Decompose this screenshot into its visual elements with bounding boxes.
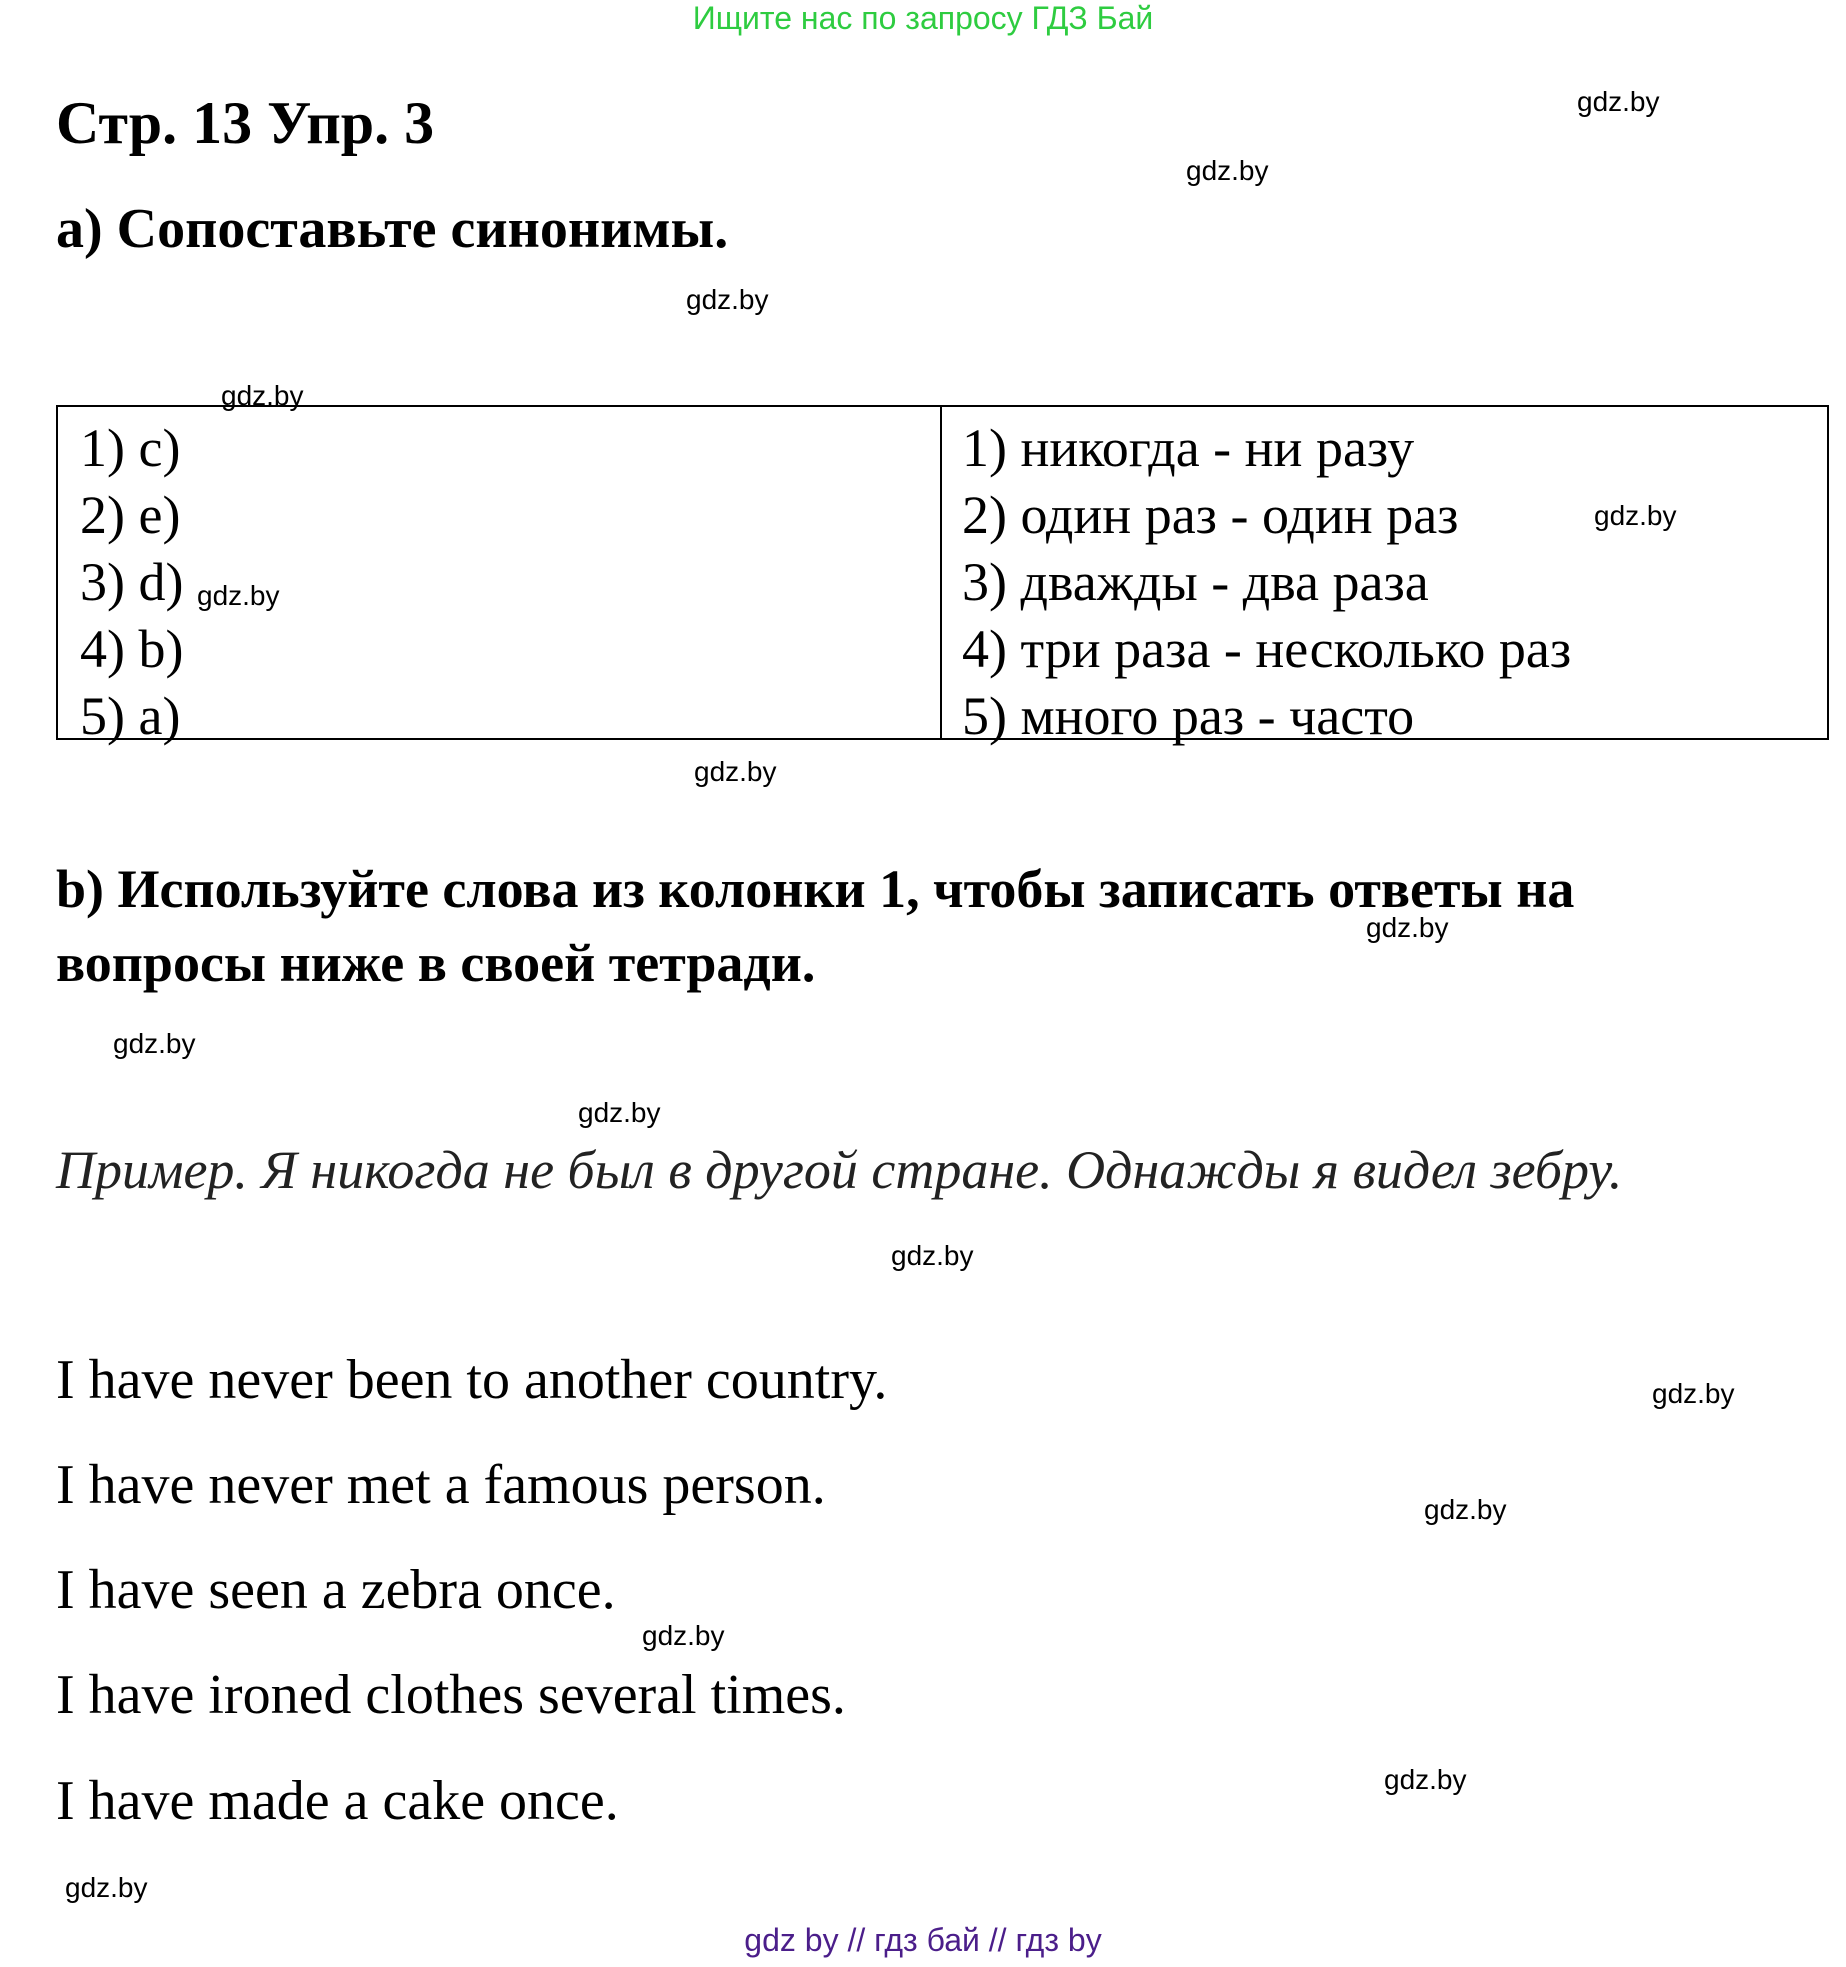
watermark: gdz.by — [197, 580, 280, 611]
answer-sentence: I have ironed clothes several times. — [56, 1664, 846, 1726]
matching-table — [56, 405, 1829, 746]
watermark: gdz.by — [1186, 155, 1269, 186]
synonym-cell: 2) один раз - один раз — [962, 485, 1459, 545]
answer-sentence: I have never been to another country. — [56, 1349, 888, 1411]
answer-sentence: I have seen a zebra once. — [56, 1559, 616, 1621]
synonym-cell: 3) дважды - два раза — [962, 552, 1429, 612]
watermark: gdz.by — [578, 1097, 661, 1128]
answer-cell: 1) c) — [80, 418, 181, 478]
answer-cell: 3) d) — [80, 552, 184, 612]
synonym-column — [942, 407, 1827, 746]
watermark: gdz.by — [694, 756, 777, 787]
top-banner: Ищите нас по запросу ГДЗ Бай — [692, 0, 1154, 36]
answer-cell: 5) a) — [80, 686, 181, 746]
watermark: gdz.by — [65, 1872, 148, 1903]
watermark: gdz.by — [113, 1028, 196, 1059]
synonym-cell: 5) много раз - часто — [962, 686, 1415, 746]
answer-cell: 2) e) — [80, 485, 181, 545]
watermark: gdz.by — [1366, 912, 1449, 943]
watermark: gdz.by — [1384, 1764, 1467, 1795]
synonym-cell: 1) никогда - ни разу — [962, 418, 1415, 478]
watermark: gdz.by — [686, 284, 769, 315]
watermark: gdz.by — [221, 380, 304, 411]
watermark: gdz.by — [1577, 86, 1660, 117]
answer-cell: 4) b) — [80, 619, 184, 679]
synonym-cell: 4) три раза - несколько раз — [962, 619, 1572, 679]
example-sentence: Пример. Я никогда не был в другой стране. Однажды я видел зебру. — [56, 1140, 1623, 1200]
answer-sentence: I have never met a famous person. — [56, 1454, 826, 1516]
watermark: gdz.by — [1652, 1378, 1735, 1409]
page-title: Стр. 13 Упр. 3 — [56, 90, 435, 156]
watermark: gdz.by — [1424, 1494, 1507, 1525]
footer-text: gdz by // гдз бай // гдз by — [744, 1922, 1102, 1958]
watermark: gdz.by — [642, 1620, 725, 1651]
answer-column — [58, 407, 942, 746]
answer-sentence: I have made a cake once. — [56, 1770, 619, 1832]
watermark: gdz.by — [891, 1240, 974, 1271]
section-a-heading: a) Сопоставьте синонимы. — [56, 198, 729, 260]
section-b-heading: b) Используйте слова из колонки 1, чтобы записать ответы на вопросы ниже в своей тетради. — [56, 859, 1575, 993]
watermark: gdz.by — [1594, 500, 1677, 531]
